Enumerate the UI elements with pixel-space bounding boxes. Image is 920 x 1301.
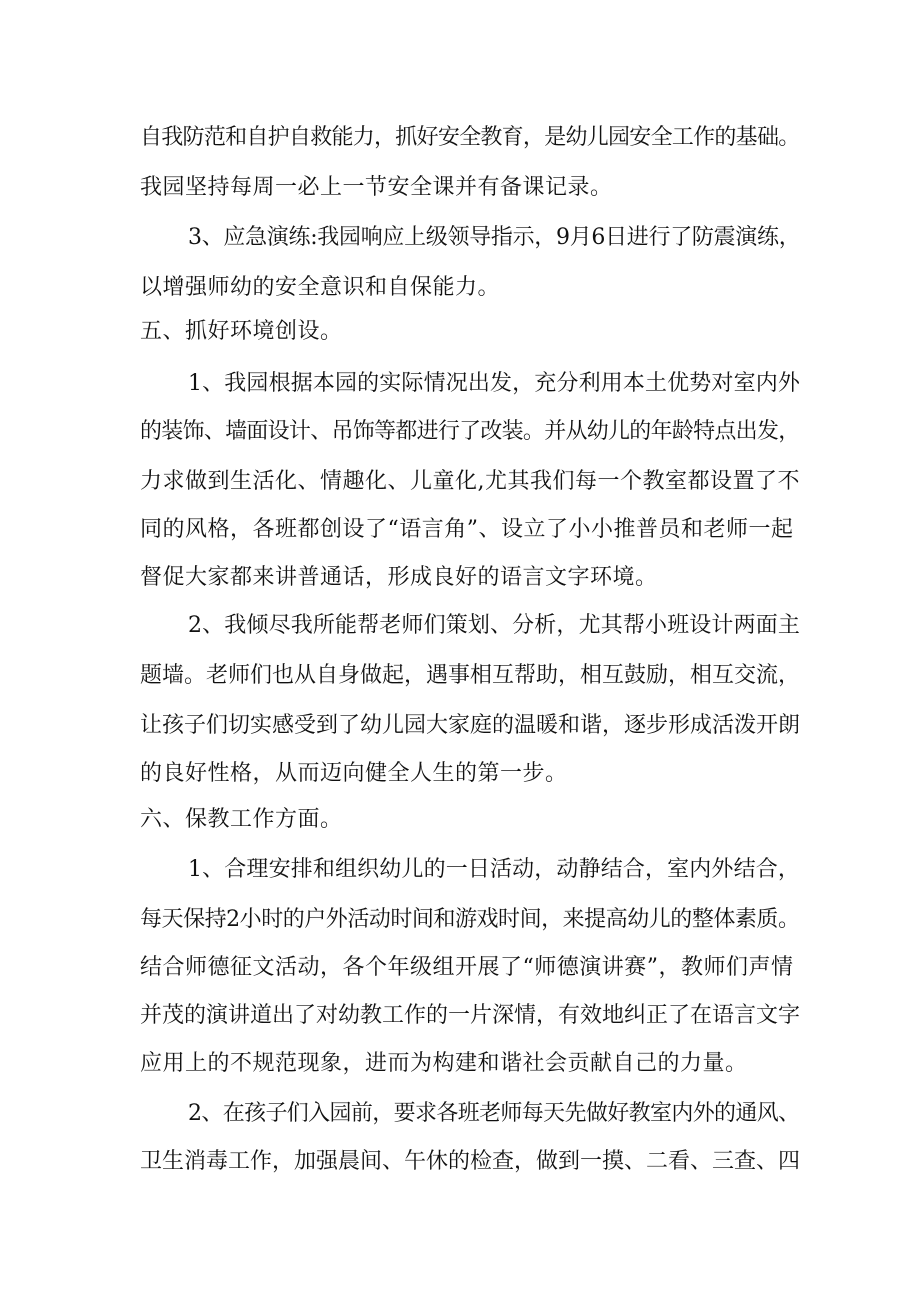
text-line: 的装饰、墙面设计、吊饰等都进行了改装。并从幼儿的年龄特点出发， [140, 419, 800, 444]
text-line: 结合师德征文活动，各个年级组开展了“师德演讲赛”，教师们声情 [140, 955, 794, 980]
text-line: 让孩子们切实感受到了幼儿园大家庭的温暖和谐，逐步形成活泼开朗 [140, 713, 801, 738]
text-line: 我园坚持每周一必上一节安全课并有备课记录。 [140, 175, 613, 200]
text-line: 2、在孩子们入园前，要求各班老师每天先做好教室内外的通风、 [188, 1101, 800, 1126]
section-heading: 六、保教工作方面。 [140, 807, 343, 832]
text-line: 每天保持2小时的户外活动时间和游戏时间，来提高幼儿的整体素质。 [140, 907, 800, 932]
section-heading: 五、抓好环境创设。 [140, 319, 343, 344]
text-line: 2、我倾尽我所能帮老师们策划、分析，尤其帮小班设计两面主 [188, 613, 800, 638]
text-line: 同的风格，各班都创设了“语言角”、设立了小小推普员和老师一起 [140, 517, 794, 542]
text-line: 自我防范和自护自救能力，抓好安全教育，是幼儿园安全工作的基础。 [140, 125, 800, 150]
text-line: 3、应急演练:我园响应上级领导指示，9月6日进行了防震演练， [188, 225, 801, 250]
text-line: 1、我园根据本园的实际情况出发，充分利用本土优势对室内外 [188, 371, 800, 396]
text-line: 应用上的不规范现象，进而为构建和谐社会贡献自己的力量。 [140, 1051, 748, 1076]
text-line: 1、合理安排和组织幼儿的一日活动，动静结合，室内外结合， [188, 857, 800, 882]
text-line: 以增强师幼的安全意识和自保能力。 [140, 275, 501, 300]
text-line: 题墙。老师们也从自身做起，遇事相互帮助，相互鼓励，相互交流， [140, 663, 801, 688]
text-line: 卫生消毒工作，加强晨间、午休的检查，做到一摸、二看、三查、四 [140, 1149, 801, 1174]
text-line: 督促大家都来讲普通话，形成良好的语言文字环境。 [140, 565, 658, 590]
text-line: 并茂的演讲道出了对幼教工作的一片深情，有效地纠正了在语言文字 [140, 1003, 801, 1028]
text-line: 的良好性格，从而迈向健全人生的第一步。 [140, 761, 568, 786]
text-line: 力求做到生活化、情趣化、儿童化,尤其我们每一个教室都设置了不 [140, 469, 800, 494]
